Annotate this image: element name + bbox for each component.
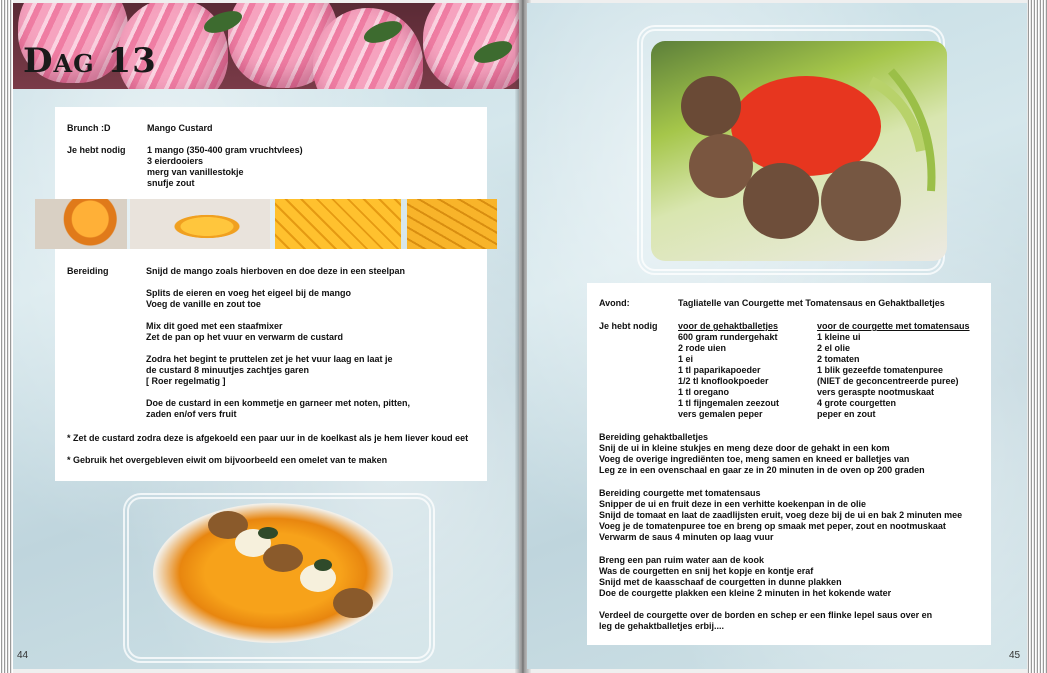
brunch-value: Mango Custard (147, 123, 213, 133)
col1-item: 1 ei (678, 354, 694, 364)
step-line: Voeg de vanille en zout toe (146, 299, 261, 309)
col2-item: (NIET de geconcentreerde puree) (817, 376, 959, 386)
section-title: Bereiding courgette met tomatensaus (599, 488, 761, 498)
ingredient-item: 3 eierdooiers (147, 156, 204, 166)
section-line: Leg ze in een ovenschaal en gaar ze in 20 minuten in de oven op 200 graden (599, 465, 925, 475)
left-page-edges (0, 0, 13, 673)
step-line: Snijd de mango zoals hierboven en doe deze in een steelpan (146, 266, 406, 276)
step-line: Doe de custard in een kommetje en garneer met noten, pitten, (146, 398, 411, 408)
mango-photo-1 (35, 199, 127, 249)
section-line: Snijd de tomaat en laat de zaadlijsten eruit, voeg deze bij de ui en bak 2 minuten mee (599, 510, 963, 520)
bereiding-label: Bereiding (67, 266, 109, 276)
col2-item: 1 kleine ui (817, 332, 861, 342)
brunch-label: Brunch :D (67, 123, 111, 133)
avond-label: Avond: (599, 298, 630, 308)
mango-custard-photo (153, 503, 393, 643)
section-line: Snij de ui in kleine stukjes en meng deze door de gehakt in een kom (599, 443, 890, 453)
step-line: zaden en/of vers fruit (146, 409, 237, 419)
mango-photo-2 (130, 199, 270, 249)
col1-header: voor de gehaktballetjes (678, 321, 779, 331)
col1-item: 1/2 tl knoflookpoeder (678, 376, 769, 386)
section-line: Voeg je de tomatenpuree toe en breng op smaak met peper, zout en nootmuskaat (599, 521, 946, 531)
note-line: * Gebruik het overgebleven eiwit om bijvoorbeeld een omelet van te maken (67, 455, 388, 465)
section-title: Bereiding gehaktballetjes (599, 432, 709, 442)
ingredient-item: 1 mango (350-400 gram vruchtvlees) (147, 145, 303, 155)
col2-item: 2 tomaten (817, 354, 860, 364)
section-line: Breng een pan ruim water aan de kook (599, 555, 765, 565)
nodig-label: Je hebt nodig (599, 321, 658, 331)
mango-photo-3 (275, 199, 401, 249)
mango-photo-4 (407, 199, 497, 249)
page-number-right: 45 (1009, 650, 1021, 661)
section-line: Voeg de overige ingrediënten toe, meng samen en kneed er balletjes van (599, 454, 910, 464)
step-line: de custard 8 minuutjes zachtjes garen (146, 365, 310, 375)
section-line: Doe de courgette plakken een kleine 2 minuten in het kokende water (599, 588, 892, 598)
col1-item: 600 gram rundergehakt (678, 332, 778, 342)
page-number-left: 44 (17, 650, 29, 661)
col2-item: 2 el olie (817, 343, 851, 353)
meatballs-courgette-photo (651, 41, 947, 261)
col2-item: 4 grote courgetten (817, 398, 897, 408)
section-line: Snijd met de kaasschaaf de courgetten in dunne plakken (599, 577, 842, 587)
right-page (527, 3, 1027, 669)
left-page (13, 3, 519, 669)
meatballs-icon (651, 41, 947, 261)
col1-item: 1 tl oregano (678, 387, 730, 397)
step-line: Splits de eieren en voeg het eigeel bij de mango (146, 288, 352, 298)
section-line: Verwarm de saus 4 minuten op laag vuur (599, 532, 774, 542)
note-line: * Zet de custard zodra deze is afgekoeld een paar uur in de koelkast als je hem liever koud eet (67, 433, 469, 443)
step-line: Mix dit goed met een staafmixer (146, 321, 283, 331)
right-page-edges (1027, 0, 1047, 673)
col2-item: 1 blik gezeefde tomatenpuree (817, 365, 944, 375)
ingredient-item: merg van vanillestokje (147, 167, 244, 177)
step-line: Zodra het begint te pruttelen zet je het vuur laag en laat je (146, 354, 393, 364)
col1-item: 2 rode uien (678, 343, 727, 353)
step-line: [ Roer regelmatig ] (146, 376, 226, 386)
section-line: Was de courgetten en snij het kopje en kontje eraf (599, 566, 814, 576)
section-line: Snipper de ui en fruit deze in een verhitte koekenpan in de olie (599, 499, 867, 509)
section-line: Verdeel de courgette over de borden en schep er een flinke lepel saus over en (599, 610, 933, 620)
custard-garnish-icon (153, 503, 393, 643)
ingredient-item: snufje zout (147, 178, 195, 188)
col1-item: 1 tl fijngemalen zeezout (678, 398, 780, 408)
mango-cutting-photos (35, 199, 497, 249)
day-title: Dag 13 (23, 41, 157, 81)
section-line: leg de gehaktballetjes erbij.... (599, 621, 725, 631)
mango-card-bottom (55, 249, 487, 481)
col1-item: vers gemalen peper (678, 409, 763, 419)
col2-item: peper en zout (817, 409, 876, 419)
col1-item: 1 tl paparikapoeder (678, 365, 761, 375)
col2-header: voor de courgette met tomatensaus (817, 321, 970, 331)
avond-value: Tagliatelle van Courgette met Tomatensaus en Gehaktballetjes (678, 298, 945, 308)
nodig-label: Je hebt nodig (67, 145, 126, 155)
col2-item: vers geraspte nootmuskaat (817, 387, 935, 397)
step-line: Zet de pan op het vuur en verwarm de custard (146, 332, 344, 342)
mango-card-top (55, 107, 487, 199)
dinner-recipe-card (587, 283, 991, 645)
